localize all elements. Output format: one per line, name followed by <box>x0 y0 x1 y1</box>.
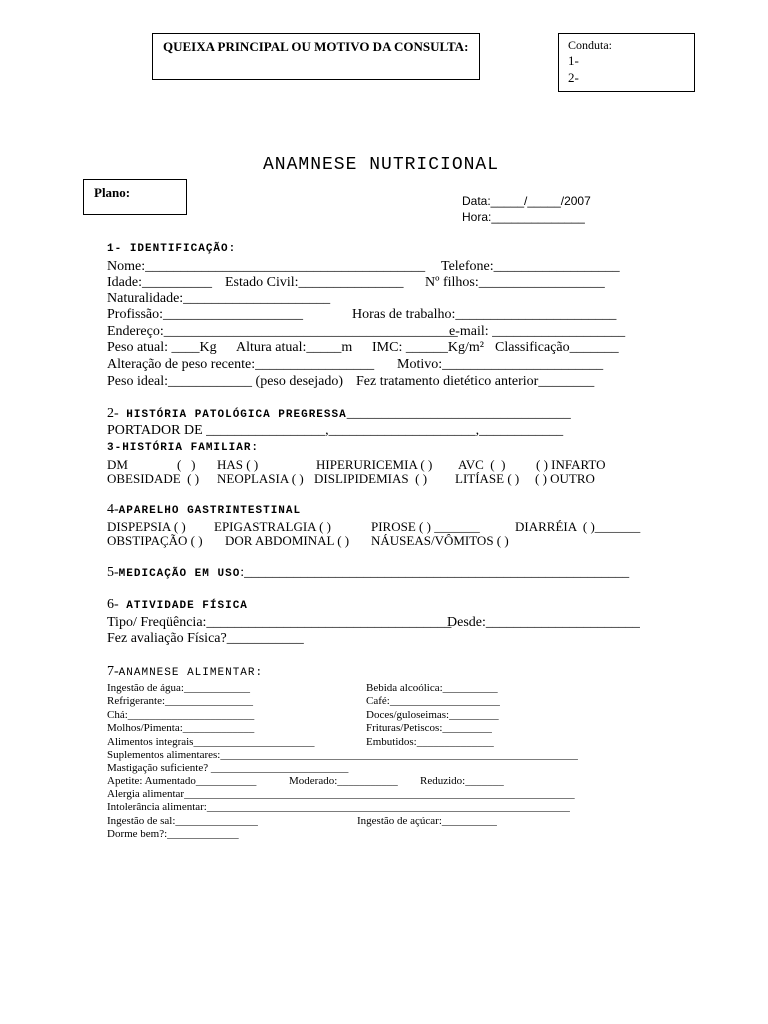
section-4-title: APARELHO GASTRINTESTINAL <box>118 505 302 517</box>
intolerancia-field[interactable]: Intolerância alimentar:__________________________________________________________________ <box>107 801 570 813</box>
queixa-label: QUEIXA PRINCIPAL OU MOTIVO DA CONSULTA: <box>163 39 469 54</box>
familiar-avc[interactable]: AVC ( ) <box>458 457 506 472</box>
section-1-title: IDENTIFICAÇÃO: <box>129 243 237 255</box>
familiar-infarto[interactable]: ( ) INFARTO <box>536 457 606 472</box>
avaliacao-fisica-field[interactable]: Fez avaliação Física?___________ <box>107 631 304 646</box>
tipo-frequencia-field[interactable]: Tipo/ Freqüência:___________________________________ <box>107 615 452 630</box>
section-4-heading <box>107 503 301 518</box>
apetite-aumentado-field[interactable]: Apetite: Aumentado___________ <box>107 775 257 787</box>
hora-field[interactable]: Hora:______________ <box>462 210 585 224</box>
doces-field[interactable]: Doces/guloseimas:_________ <box>366 709 499 721</box>
bebida-alcoolica-field[interactable]: Bebida alcoólica:__________ <box>366 682 498 694</box>
plano-label: Plano: <box>94 185 131 200</box>
familiar-dm: DM <box>107 457 128 472</box>
familiar-obesidade[interactable]: OBESIDADE ( ) <box>107 471 200 486</box>
portador-field[interactable]: PORTADOR DE _________________,_____________________,____________ <box>107 423 564 438</box>
apetite-moderado-field[interactable]: Moderado:___________ <box>289 775 398 787</box>
classificacao-field[interactable]: Classificação_______ <box>495 340 619 355</box>
section-6-number: 6- <box>107 597 119 612</box>
profissao-field[interactable]: Profissão:____________________ <box>107 307 303 322</box>
naturalidade-field[interactable]: Naturalidade:_____________________ <box>107 291 331 306</box>
familiar-dislipidemias[interactable]: DISLIPIDEMIAS ( ) <box>314 471 428 486</box>
alergia-field[interactable]: Alergia alimentar_______________________________________________________________________ <box>107 788 575 800</box>
telefone-field[interactable]: Telefone:__________________ <box>441 259 620 274</box>
familiar-outro[interactable]: ( ) OUTRO <box>535 471 595 486</box>
section-7-number: 7- <box>107 664 119 679</box>
familiar-litiase[interactable]: LITÍASE ( ) <box>455 471 520 486</box>
alteracao-peso-field[interactable]: Alteração de peso recente:_________________ <box>107 357 375 372</box>
gi-diarreia[interactable]: DIARRÉIA ( )_______ <box>515 519 641 534</box>
gi-nauseas[interactable]: NÁUSEAS/VÔMITOS ( ) <box>371 533 509 548</box>
plano-box[interactable] <box>83 179 187 215</box>
alimentos-integrais-field[interactable]: Alimentos integrais______________________ <box>107 736 315 748</box>
peso-ideal-field[interactable]: Peso ideal:____________ (peso desejado) <box>107 374 344 389</box>
endereco-field[interactable]: Endereço:__________________________________________ <box>107 324 458 339</box>
section-3-number: 3- <box>107 442 123 454</box>
nome-field[interactable]: Nome:________________________________________ <box>107 259 426 274</box>
mastigacao-field[interactable]: Mastigação suficiente? _________________________ <box>107 762 349 774</box>
section-2-line[interactable]: ________________________________ <box>346 406 571 421</box>
data-field[interactable]: Data:_____/_____/2007 <box>462 194 591 208</box>
queixa-box[interactable] <box>152 33 480 80</box>
section-7-heading <box>107 665 263 680</box>
imc-field[interactable]: IMC: ______Kg/m² <box>372 340 484 355</box>
familiar-hiperuricemia[interactable]: HIPERURICEMIA ( ) <box>316 457 433 472</box>
ingestao-sal-field[interactable]: Ingestão de sal:_______________ <box>107 815 258 827</box>
estado-civil-field[interactable]: Estado Civil:_______________ <box>225 275 404 290</box>
section-6-title: ATIVIDADE FÍSICA <box>126 600 248 612</box>
familiar-neoplasia[interactable]: NEOPLASIA ( ) <box>217 471 304 486</box>
conduta-label: Conduta: <box>568 38 612 52</box>
gi-pirose[interactable]: PIROSE ( ) _______ <box>371 519 480 534</box>
section-3-title: HISTÓRIA FAMILIAR: <box>122 442 260 454</box>
conduta-1: 1- <box>568 53 579 68</box>
section-7-title: ANAMNESE ALIMENTAR: <box>118 667 264 679</box>
desde-field[interactable]: Desde:______________________ <box>447 615 640 630</box>
conduta-2: 2- <box>568 70 579 85</box>
gi-dispepsia[interactable]: DISPEPSIA ( ) <box>107 519 186 534</box>
molhos-field[interactable]: Molhos/Pimenta:_____________ <box>107 722 255 734</box>
section-5-title: MEDICAÇÃO EM USO <box>118 568 241 580</box>
section-2-number: 2- <box>107 406 119 421</box>
section-6-heading <box>107 598 248 613</box>
email-field[interactable]: e-mail: ___________________ <box>449 324 626 339</box>
gi-obstipacao[interactable]: OBSTIPAÇÃO ( ) <box>107 533 203 548</box>
ingestao-agua-field[interactable]: Ingestão de água:____________ <box>107 682 250 694</box>
section-2-title: HISTÓRIA PATOLÓGICA PREGRESSA <box>126 409 347 421</box>
altura-field[interactable]: Altura atual:_____m <box>236 340 353 355</box>
peso-atual-field[interactable]: Peso atual: ____Kg <box>107 340 217 355</box>
section-4-number: 4- <box>107 502 119 517</box>
section-2-heading <box>107 407 571 422</box>
familiar-dm-check[interactable]: ( ) <box>177 457 196 472</box>
conduta-box[interactable] <box>558 33 695 92</box>
section-1-number: 1- <box>107 243 123 255</box>
apetite-reduzido-field[interactable]: Reduzido:_______ <box>420 775 504 787</box>
gi-dor-abdominal[interactable]: DOR ABDOMINAL ( ) <box>225 533 350 548</box>
frituras-field[interactable]: Frituras/Petiscos:_________ <box>366 722 492 734</box>
familiar-has[interactable]: HAS ( ) <box>217 457 259 472</box>
gi-epigastralgia[interactable]: EPIGASTRALGIA ( ) <box>214 519 331 534</box>
section-5-heading <box>107 566 629 581</box>
idade-field[interactable]: Idade:__________ <box>107 275 212 290</box>
horas-trabalho-field[interactable]: Horas de trabalho:_______________________ <box>352 307 617 322</box>
cafe-field[interactable]: Café:____________________ <box>366 695 500 707</box>
dorme-bem-field[interactable]: Dorme bem?:_____________ <box>107 828 239 840</box>
suplementos-field[interactable]: Suplementos alimentares:_________________________________________________________________ <box>107 749 578 761</box>
medicacao-line[interactable]: :_______________________________________________________ <box>240 565 630 580</box>
section-1-heading <box>107 242 236 256</box>
tratamento-dietetico-field[interactable]: Fez tratamento dietético anterior________ <box>356 374 595 389</box>
section-5-number: 5- <box>107 565 119 580</box>
refrigerante-field[interactable]: Refrigerante:________________ <box>107 695 254 707</box>
filhos-field[interactable]: Nº filhos:__________________ <box>425 275 605 290</box>
page-title: ANAMNESE NUTRICIONAL <box>263 155 500 175</box>
section-3-heading <box>107 441 259 455</box>
embutidos-field[interactable]: Embutidos:______________ <box>366 736 494 748</box>
cha-field[interactable]: Chá:_______________________ <box>107 709 255 721</box>
ingestao-acucar-field[interactable]: Ingestão de açúcar:__________ <box>357 815 497 827</box>
motivo-field[interactable]: Motivo:_______________________ <box>397 357 604 372</box>
